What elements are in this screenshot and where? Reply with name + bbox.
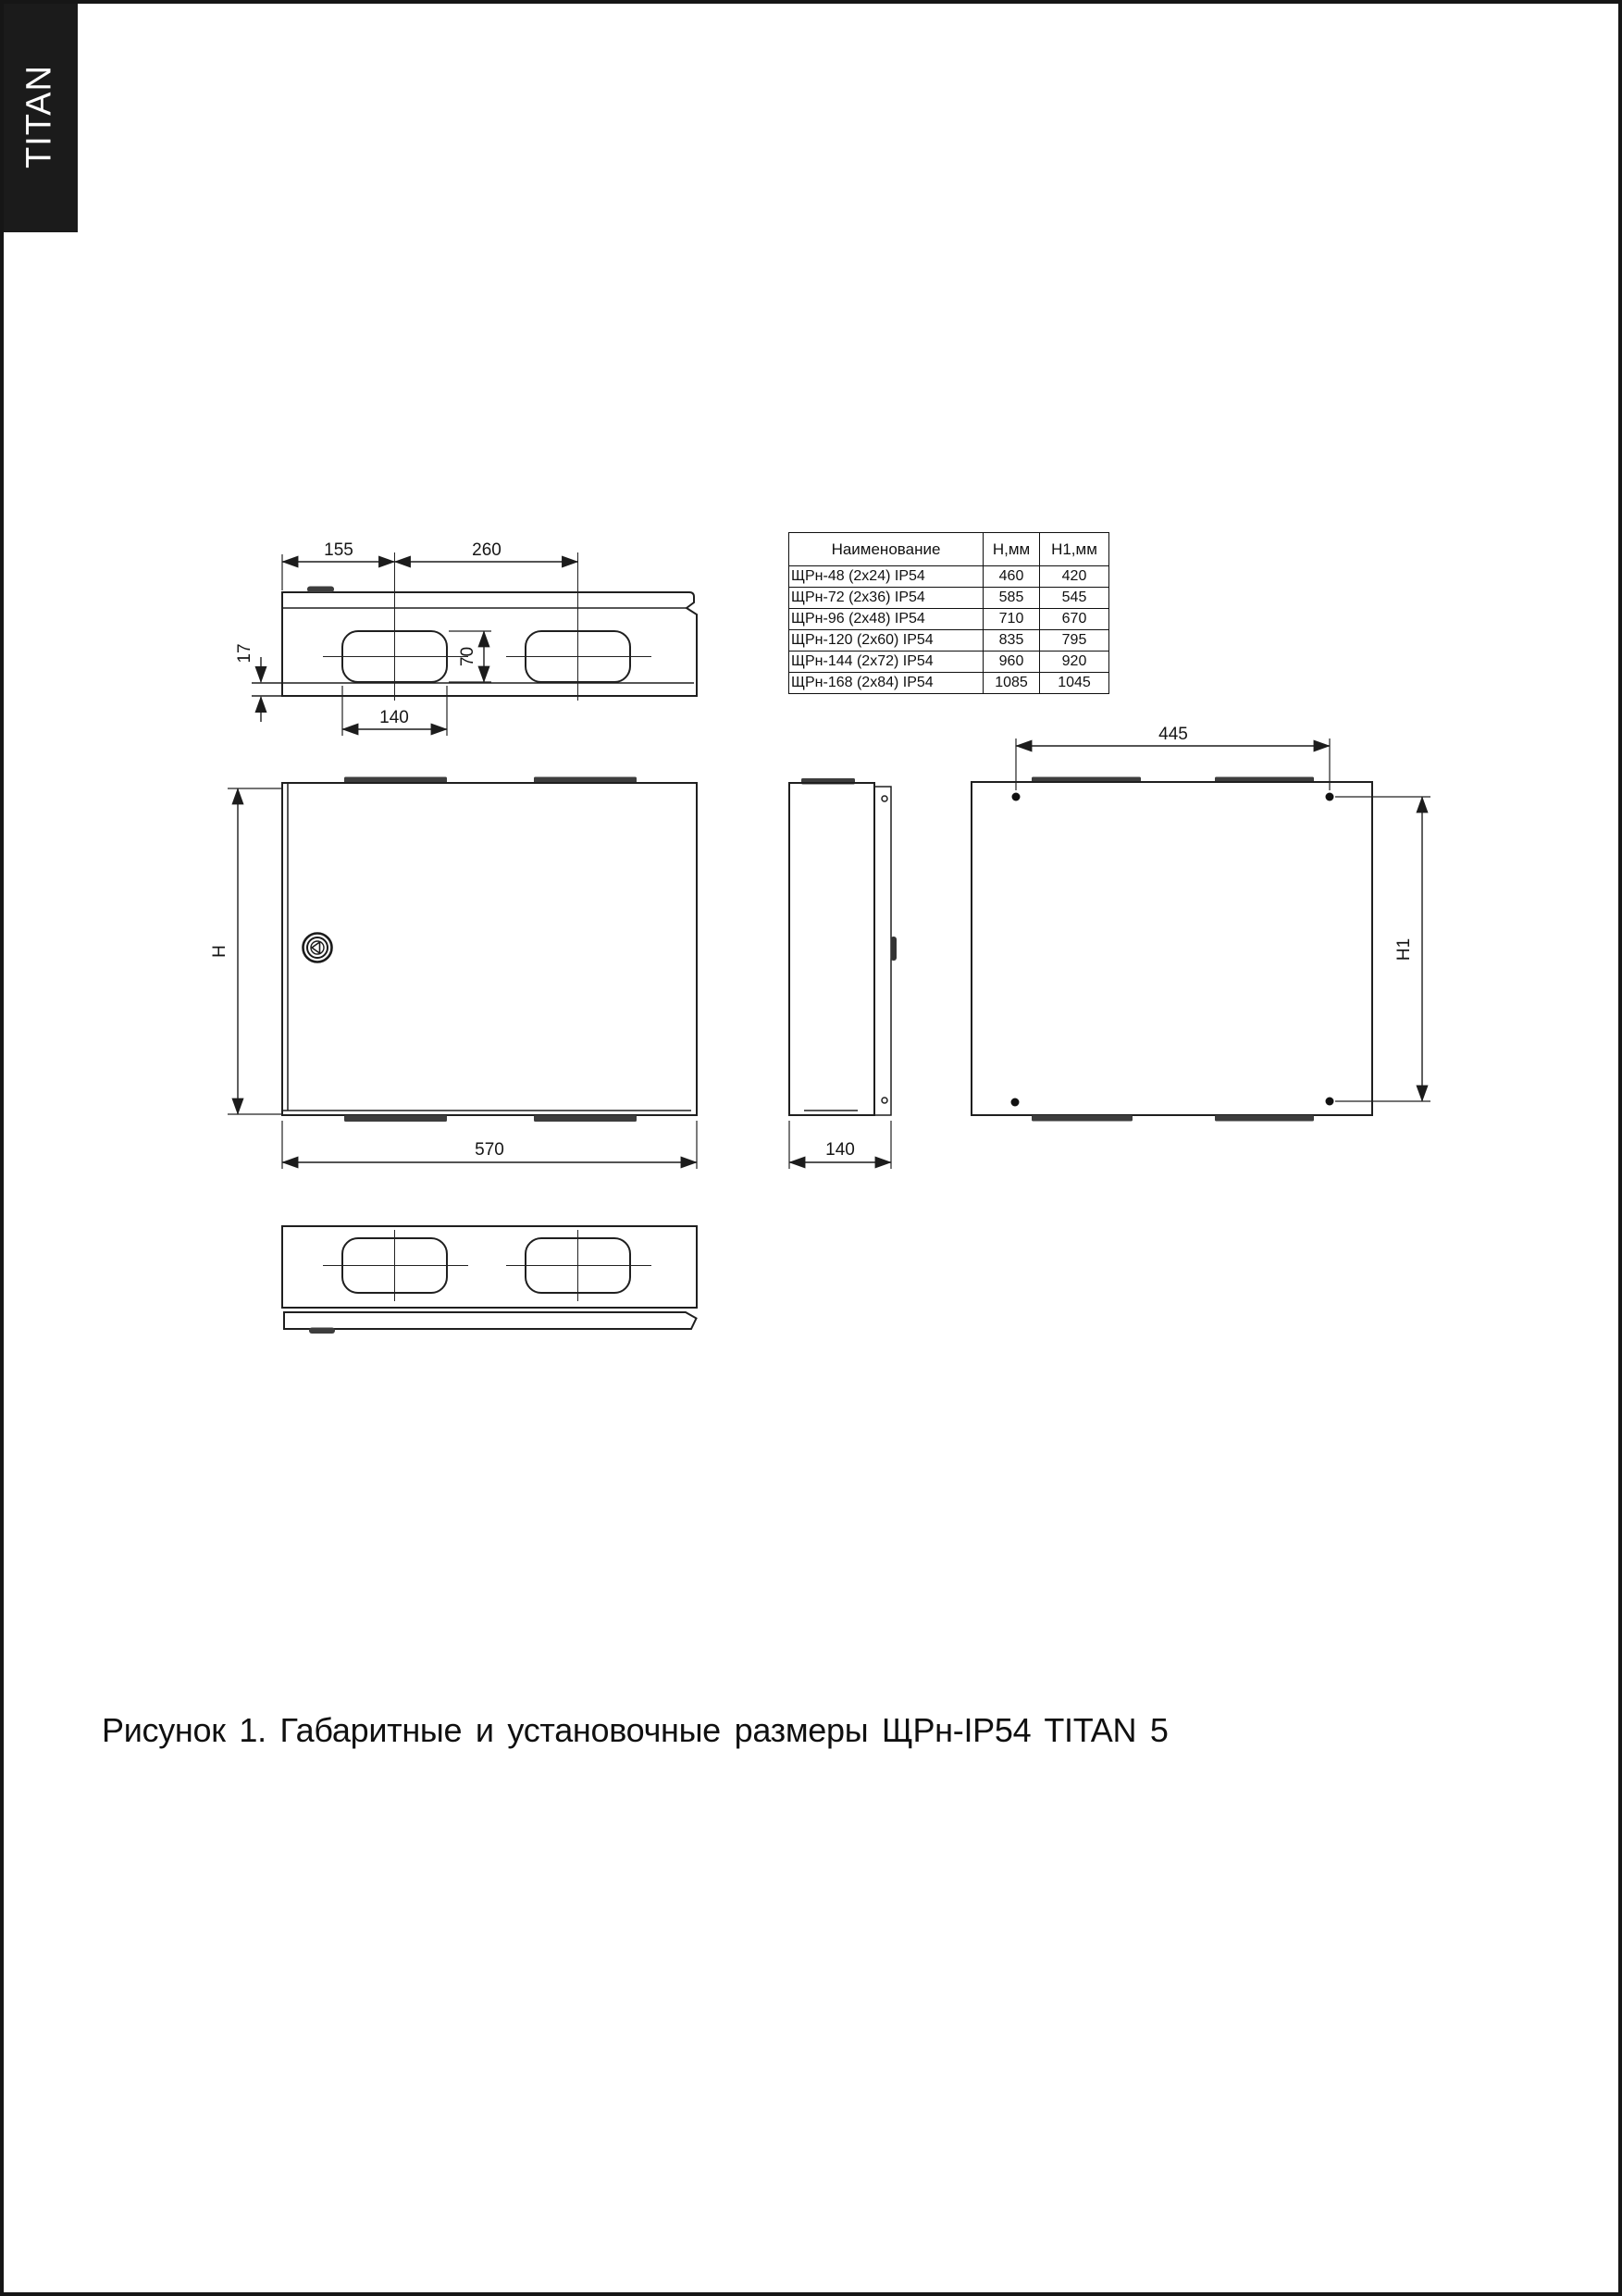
table-row — [789, 588, 1109, 609]
dim-label-155: 155 — [324, 540, 353, 560]
spec-table — [788, 532, 1109, 694]
cell-h: 585 — [984, 588, 1040, 609]
mounting-hole — [1011, 1098, 1020, 1107]
cell-h1: 920 — [1040, 652, 1109, 673]
cell-h1: 795 — [1040, 630, 1109, 652]
col-header-h: Н,мм — [984, 533, 1040, 566]
back-view — [972, 725, 1430, 1122]
cell-model: ЩРн-48 (2х24) IP54 — [789, 566, 984, 588]
mounting-tab — [1032, 1115, 1133, 1122]
cell-model: ЩРн-168 (2х84) IP54 — [789, 673, 984, 694]
cell-model: ЩРн-120 (2х60) IP54 — [789, 630, 984, 652]
cell-h1: 670 — [1040, 609, 1109, 630]
cell-h: 835 — [984, 630, 1040, 652]
top-view — [235, 540, 697, 736]
side-view-back-rail — [874, 787, 891, 1115]
side-view — [789, 778, 897, 1169]
mounting-tab — [344, 1115, 447, 1122]
bottom-view-outline — [282, 1226, 697, 1308]
door-lock-icon — [303, 934, 332, 962]
spec-table-header — [789, 533, 1109, 566]
cell-model: ЩРн-144 (2х72) IP54 — [789, 652, 984, 673]
cell-h1: 1045 — [1040, 673, 1109, 694]
dim-label-445: 445 — [1158, 725, 1188, 744]
cell-model: ЩРн-72 (2х36) IP54 — [789, 588, 984, 609]
dim-label-140-depth: 140 — [825, 1140, 855, 1160]
hinge-tab — [309, 1328, 335, 1334]
col-header-name: Наименование — [789, 533, 984, 566]
dim-label-H1: H1 — [1394, 937, 1414, 962]
extension-line — [1335, 797, 1430, 1101]
mounting-hole — [1326, 1098, 1334, 1106]
brand-logo-text: TITAN — [19, 64, 59, 168]
table-row — [789, 630, 1109, 652]
front-view — [210, 777, 697, 1170]
table-row — [789, 566, 1109, 588]
dim-label-17: 17 — [235, 643, 254, 664]
cell-h1: 420 — [1040, 566, 1109, 588]
cell-h: 710 — [984, 609, 1040, 630]
bottom-door-edge — [284, 1312, 697, 1329]
dim-label-70: 70 — [458, 646, 477, 667]
dim-label-H: H — [210, 945, 229, 958]
cell-model: ЩРн-96 (2х48) IP54 — [789, 609, 984, 630]
rail-hole — [882, 1098, 887, 1103]
dim-label-140: 140 — [379, 708, 409, 727]
cell-h: 1085 — [984, 673, 1040, 694]
cell-h1: 545 — [1040, 588, 1109, 609]
mounting-hole — [1326, 793, 1334, 801]
table-row — [789, 673, 1109, 694]
dim-label-570: 570 — [475, 1140, 504, 1160]
table-row — [789, 652, 1109, 673]
figure-caption: Рисунок 1. Габаритные и установочные размеры ЩРн-IP54 TITAN 5 — [102, 1711, 1169, 1749]
col-header-h1: Н1,мм — [1040, 533, 1109, 566]
cell-h: 460 — [984, 566, 1040, 588]
slot-centerline-v — [395, 552, 578, 701]
mounting-hole — [1012, 793, 1021, 801]
rail-hole — [882, 796, 887, 801]
hinge-tab — [307, 587, 334, 593]
mounting-tab — [534, 1115, 637, 1122]
latch-handle — [891, 937, 898, 961]
cell-h: 960 — [984, 652, 1040, 673]
mounting-tab — [1215, 1115, 1314, 1122]
back-view-outline — [972, 782, 1372, 1115]
extension-line — [228, 788, 282, 1114]
side-view-body — [789, 783, 874, 1115]
bottom-view — [282, 1226, 697, 1334]
front-view-outline — [282, 783, 697, 1115]
dim-label-260: 260 — [472, 540, 501, 560]
table-row — [789, 609, 1109, 630]
